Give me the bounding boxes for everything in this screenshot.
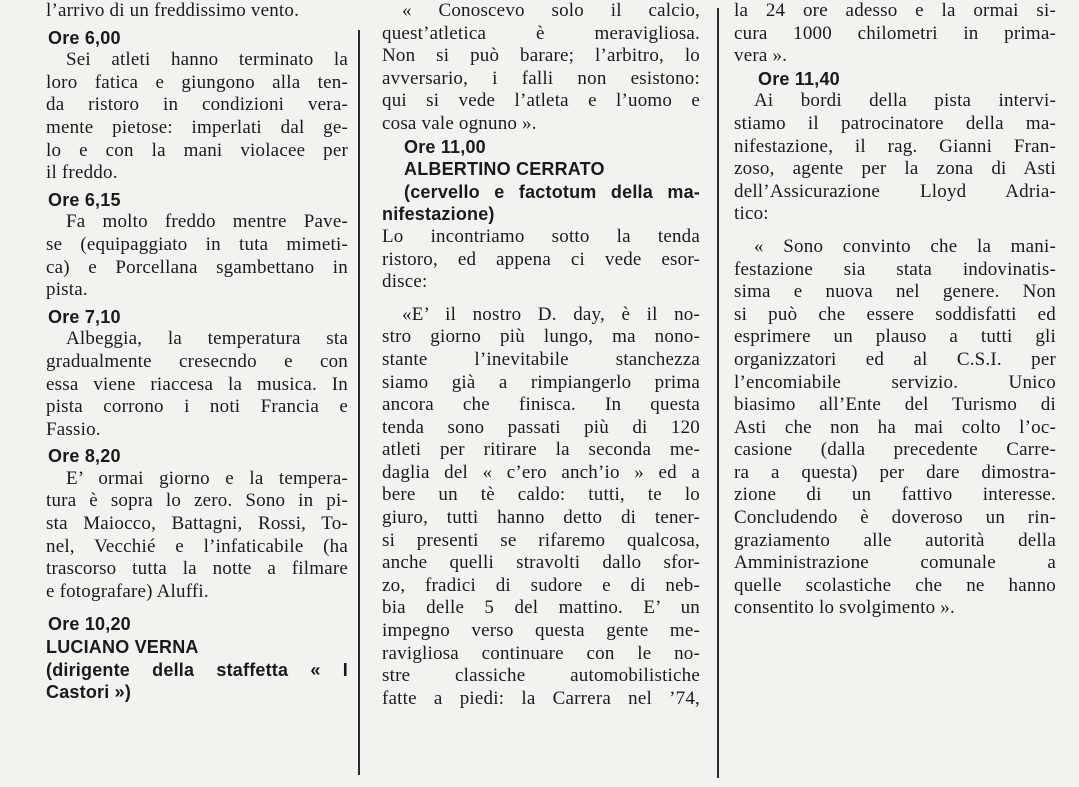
person-role: nifestazione) bbox=[382, 204, 495, 225]
person-name: LUCIANO VERNA bbox=[46, 637, 199, 658]
text-line: daglia del « c’ero anch’io » ed a bbox=[382, 461, 700, 483]
text-line: se (equipaggiato in tuta mimeti- bbox=[46, 233, 348, 255]
text-line: ra a questa) per dare dimostra- bbox=[734, 461, 1056, 483]
text-line: lo e con la mani violacee per bbox=[46, 139, 348, 161]
text-line: stiamo il patrocinatore della ma- bbox=[734, 112, 1056, 134]
time-heading: Ore 6,00 bbox=[48, 27, 121, 48]
text-line: l’encomiabile servizio. Unico bbox=[734, 371, 1056, 393]
text-line: ristoro, ed appena ci vede esor- bbox=[382, 248, 700, 270]
text-line: avversario, i falli non esistono: bbox=[382, 67, 700, 89]
text-line: Lo incontriamo sotto la tenda bbox=[382, 225, 700, 247]
column-rule-right bbox=[717, 8, 719, 778]
text-line: Non si può barare; l’arbitro, lo bbox=[382, 45, 700, 67]
text-line: consentito lo svolgimento ». bbox=[734, 597, 955, 619]
column-2 bbox=[382, 0, 700, 710]
text-line: stre classiche automobilistiche bbox=[382, 665, 700, 687]
text-line: anche quelli stravolti dallo sfor- bbox=[382, 552, 700, 574]
text-line: il freddo. bbox=[46, 162, 118, 184]
text-line: quest’atletica è meravigliosa. bbox=[382, 22, 700, 44]
text-line: organizzatori ed al C.S.I. per bbox=[734, 348, 1056, 370]
text-line: da ristoro in condizioni vera- bbox=[46, 94, 348, 116]
time-heading: Ore 11,40 bbox=[758, 68, 840, 89]
time-heading: Ore 11,00 bbox=[404, 136, 486, 157]
text-line: sta Maiocco, Battagni, Rossi, To- bbox=[46, 513, 348, 535]
text-line: « Sono convinto che la mani- bbox=[754, 235, 1056, 257]
text-line: e fotografare) Aluffi. bbox=[46, 580, 209, 602]
text-line: qui si vede l’atleta e l’uomo e bbox=[382, 90, 700, 112]
text-line: zione di un fattivo interesse. bbox=[734, 484, 1056, 506]
text-line: esprimere un plauso a tutti gli bbox=[734, 326, 1056, 348]
text-line: Concludendo è doveroso un rin- bbox=[734, 507, 1056, 529]
text-line: Fa molto freddo mentre Pave- bbox=[66, 211, 348, 233]
text-line: pista corrono i noti Francia e bbox=[46, 396, 348, 418]
text-line: si può che essere soddisfatti ed bbox=[734, 303, 1056, 325]
text-line: Albeggia, la temperatura sta bbox=[66, 328, 348, 350]
time-heading: Ore 7,10 bbox=[48, 306, 121, 327]
column-rule-left bbox=[358, 30, 360, 775]
text-line: tura è sopra lo zero. Sono in pi- bbox=[46, 490, 348, 512]
text-line: Sei atleti hanno terminato la bbox=[66, 49, 348, 71]
text-line: Ai bordi della pista intervi- bbox=[754, 90, 1056, 112]
text-line: casione (dalla precedente Carre- bbox=[734, 439, 1056, 461]
text-line: nifestazione, il rag. Gianni Fran- bbox=[734, 135, 1056, 157]
text-line: si presenti se rifaremo qualcosa, bbox=[382, 529, 700, 551]
text-line: zo, fradici di sudore e di neb- bbox=[382, 574, 700, 596]
time-heading: Ore 8,20 bbox=[48, 446, 121, 467]
text-line: stro giorno più lungo, ma nono- bbox=[382, 326, 700, 348]
text-line: « Conoscevo solo il calcio, bbox=[402, 0, 700, 21]
text-line: Asti che non ha mai colto l’oc- bbox=[734, 416, 1056, 438]
text-line: gradualmente cresecndo e con bbox=[46, 350, 348, 372]
column-1 bbox=[46, 0, 348, 704]
text-line: ravigliosa continuare con le no- bbox=[382, 642, 700, 664]
text-line: E’ ormai giorno e la tempera- bbox=[66, 467, 348, 489]
text-line: bia delle 5 del mattino. E’ un bbox=[382, 597, 700, 619]
text-line: disce: bbox=[382, 271, 428, 293]
text-line: «E’ il nostro D. day, è il no- bbox=[402, 303, 700, 325]
text-line: graziamento alle autorità della bbox=[734, 529, 1056, 551]
text-line: loro fatica e giungono alla ten- bbox=[46, 71, 348, 93]
text-line: bere un tè caldo: tutti, te lo bbox=[382, 484, 700, 506]
text-line: festazione sia stata indovinatis- bbox=[734, 258, 1056, 280]
column-3 bbox=[734, 0, 1056, 620]
person-role: Castori ») bbox=[46, 682, 132, 703]
text-line: fatte a piedi: la Carrera nel ’74, bbox=[382, 687, 700, 709]
text-line: dell’Assicurazione Lloyd Adria- bbox=[734, 180, 1056, 202]
person-name: ALBERTINO CERRATO bbox=[404, 159, 605, 180]
text-line: Fassio. bbox=[46, 418, 101, 440]
text-line: tenda sono passati più di 120 bbox=[382, 416, 700, 438]
text-line: quelle scolastiche che ne hanno bbox=[734, 574, 1056, 596]
text-line: ca) e Porcellana sgambettano in bbox=[46, 256, 348, 278]
text-line: biasimo all’Ente del Turismo di bbox=[734, 394, 1056, 416]
time-heading: Ore 6,15 bbox=[48, 189, 121, 210]
text-line: giuro, tutti hanno detto di tener- bbox=[382, 507, 700, 529]
text-line: trascorso tutta la notte a filmare bbox=[46, 558, 348, 580]
text-line: stante l’inevitabile stanchezza bbox=[382, 348, 700, 370]
text-line: pista. bbox=[46, 279, 88, 301]
text-line: l’arrivo di un freddissimo vento. bbox=[46, 0, 300, 21]
text-line: vera ». bbox=[734, 45, 788, 67]
text-line: mente pietose: imperlati dal ge- bbox=[46, 116, 348, 138]
text-line: zoso, agente per la zona di Asti bbox=[734, 158, 1056, 180]
time-heading: Ore 10,20 bbox=[48, 614, 131, 635]
text-line: siamo già a rimpiangerlo prima bbox=[382, 371, 700, 393]
text-line: atleti per ritirare la seconda me- bbox=[382, 439, 700, 461]
text-line: ancora che finisca. In questa bbox=[382, 394, 700, 416]
text-line: cura 1000 chilometri in prima- bbox=[734, 22, 1056, 44]
text-line: cosa vale ognuno ». bbox=[382, 112, 537, 134]
text-line: essa viene riaccesa la musica. In bbox=[46, 373, 348, 395]
text-line: Amministrazione comunale a bbox=[734, 552, 1056, 574]
text-line: la 24 ore adesso e la ormai si- bbox=[734, 0, 1056, 21]
text-line: impegno verso questa gente me- bbox=[382, 620, 700, 642]
text-line: tico: bbox=[734, 203, 769, 225]
person-role: (cervello e factotum della ma- bbox=[404, 181, 700, 202]
text-line: nel, Vecchié e l’infaticabile (ha bbox=[46, 535, 348, 557]
text-line: sima e nuova nel genere. Non bbox=[734, 281, 1056, 303]
person-role: (dirigente della staffetta « I bbox=[46, 659, 348, 680]
